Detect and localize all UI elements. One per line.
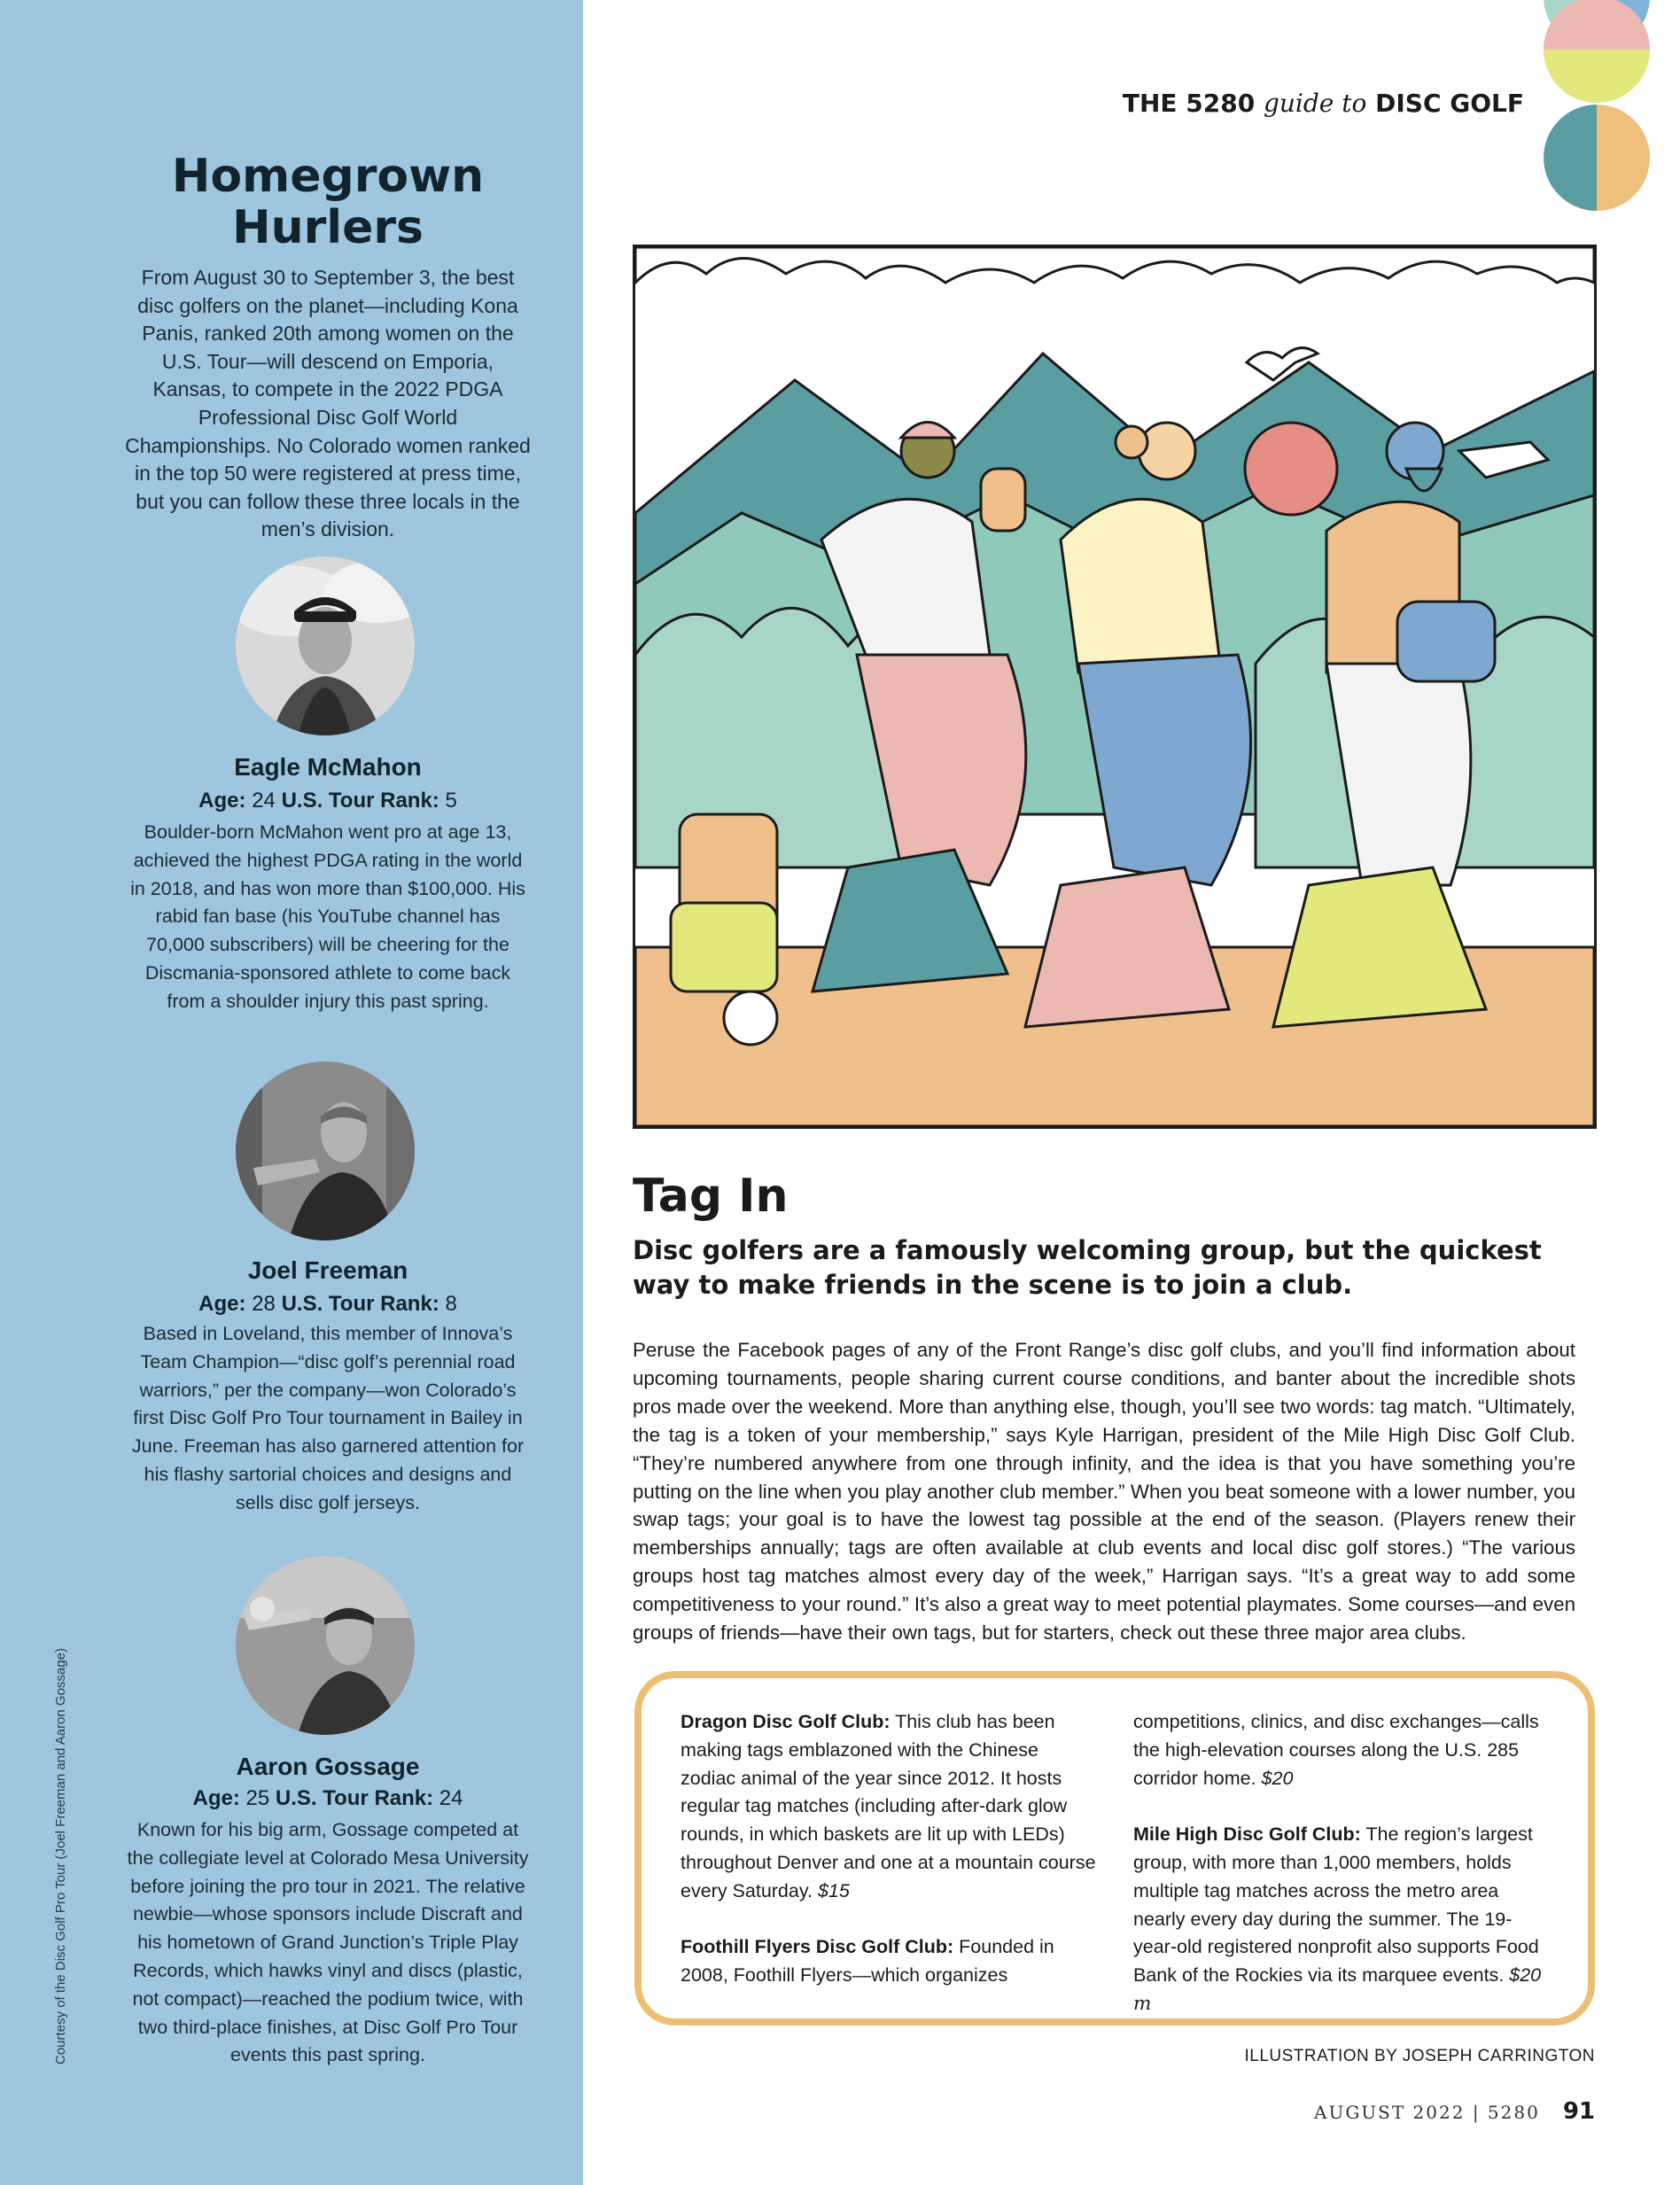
end-mark: m [1133, 1992, 1152, 2015]
hikers-illustration-art [635, 247, 1594, 1126]
club-price: $15 [817, 1879, 850, 1901]
club-entry [681, 1933, 1097, 1990]
kicker-italic: guide to [1263, 89, 1367, 118]
player-photo-eagle-mcmahon [236, 556, 415, 735]
club-entry [681, 1708, 1097, 1906]
age-label: Age: [198, 1292, 246, 1316]
club-name: Mile High Disc Golf Club: [1133, 1823, 1361, 1846]
clubs-column-right [1133, 1708, 1550, 2047]
player-rank: 8 [445, 1292, 457, 1316]
kicker-suffix: DISC GOLF [1366, 89, 1524, 118]
player-bio: Boulder-born McMahon went pro at age 13, achieved the highest PDGA rating in the world in 2018, and has won more than $100,000. His rabid fan base (his YouTube channel has 70,000 subscribers) will be cheering for the Discmania-sponsored athlete to come back from a shoulder injury this past spring. [130, 821, 525, 1012]
folio [1152, 2098, 1595, 2125]
age-label: Age: [192, 1786, 240, 1810]
club-entry-continued [1133, 1708, 1550, 1792]
player-bio: Known for his big arm, Gossage competed at the collegiate level at Colorado Mesa University before joining the pro tour in 2021. The relative newbie—whose sponsors include Discraft and his hometown of Grand Junction’s Triple Play Records, which hawks vinyl and discs (plastic, not compact)—reached the podium twice, with two third-place finishes, at Disc Golf Pro Tour events this past spring. [127, 1819, 529, 2066]
rank-label: U.S. Tour Rank: [275, 1786, 434, 1810]
player-bio: Based in Loveland, this member of Innova’s Team Champion—“disc golf’s perennial road warriors,” per the company—won Colorado’s first Disc Golf Pro Tour tournament in Bailey in June. Freeman has also garnered attention for his flashy sartorial choices and designs and sells disc golf jerseys. [131, 1323, 525, 1513]
player-stats [89, 1292, 567, 1317]
club-price: $20 [1261, 1767, 1294, 1789]
player-age: 25 [245, 1786, 270, 1810]
player-name: Joel Freeman [247, 1256, 408, 1284]
player-rank: 5 [445, 789, 457, 813]
club-text: This club has been making tags emblazoned with the Chinese zodiac animal of the year since 2012. It hosts regular tag matches (including after-dark glow rounds, in which baskets are lit up with LEDs) throughout Denver and one at a mountain course every Saturday. [681, 1711, 1096, 1901]
rank-label: U.S. Tour Rank: [281, 1292, 439, 1316]
player-stats [89, 1786, 567, 1811]
disc-golf-illustration [633, 245, 1597, 1129]
article-title: Tag In [633, 1170, 789, 1223]
club-text: The region’s largest group, with more than 1,000 members, holds multiple tag matches across the metro area nearly every day during the summer. The 19-year-old registered nonprofit also supports Food Bank of the Rockies via its marquee events. [1133, 1823, 1539, 1987]
page-number: 91 [1562, 2098, 1595, 2125]
player-name: Aaron Gossage [236, 1753, 420, 1780]
rank-label: U.S. Tour Rank: [281, 789, 439, 813]
article-deck: Disc golfers are a famously welcoming group, but the quickest way to make friends in the scene is to join a club. [633, 1235, 1542, 1300]
player-age: 24 [252, 789, 276, 813]
player-photo-joel-freeman [236, 1061, 415, 1240]
kicker-prefix: THE 5280 [1122, 89, 1264, 118]
player-name: Eagle McMahon [234, 753, 422, 781]
club-text-part: Founded in 2008, Foothill Flyers—which organizes [681, 1936, 1054, 1987]
photo-credit: Courtesy of the Disc Golf Pro Tour (Joel Freeman and Aaron Gossage) [53, 1648, 68, 2064]
article-body: Peruse the Facebook pages of any of the Front Range’s disc golf clubs, and you’ll find information about upcoming tournaments, people sharing current course conditions, and banter about the incredible shots pros made over the weekend. More than anything else, though, you’ll see two words: tag match. “Ultimately, the tag is a token of your membership,” says Kyle Harrigan, president of the Mile High Disc Golf Club. “They’re numbered anywhere from one through infinity, and the idea is that you have something you’re putting on the line when you play another club member.” When you beat someone with a lower number, you swap tags; your goal is to have the lowest tag possible at the end of the season. (Players renew their memberships annually; tags are often available at club events and local disc golf stores.) “The various groups host tag matches almost every day of the week,” Harrigan says. “It’s a great way to add some competitiveness to your round.” It’s also a great way to meet potential playmates. Some courses—and even groups of friends—have their own tags, but for starters, check out these three major area clubs. [633, 1339, 1575, 1645]
club-name: Foothill Flyers Disc Golf Club: [681, 1936, 954, 1958]
player-rank: 24 [439, 1786, 463, 1810]
sidebar-intro: From August 30 to September 3, the best disc golfers on the planet—including Kona Panis, ranked 20th among women on the U.S. Tour—will descend on Emporia, Kansas, to compete in the 2022 PDGA Professional Disc Golf World Championships. No Colorado women ranked in the top 50 were registered at press time, but you can follow these three locals in the men’s division. [125, 266, 531, 541]
illustration-credit: ILLUSTRATION BY JOSEPH CARRINGTON [1244, 2047, 1595, 2065]
sidebar-title: Homegrown Hurlers [171, 150, 485, 254]
issue-date: AUGUST 2022 | 5280 [1314, 2102, 1540, 2123]
player-photo-aaron-gossage [236, 1556, 415, 1735]
sidebar-panel [0, 0, 583, 2185]
section-kicker [1001, 89, 1524, 118]
club-price: $20 [1509, 1964, 1542, 1987]
player-age: 28 [252, 1292, 276, 1316]
clubs-column-left [681, 1708, 1097, 1990]
player-stats [89, 789, 567, 813]
age-label: Age: [198, 789, 246, 813]
club-name: Dragon Disc Golf Club: [681, 1711, 891, 1732]
club-text-part: competitions, clinics, and disc exchanges—calls the high-elevation courses along the U.S. 285 corridor home. [1133, 1711, 1539, 1789]
decorative-dots [1540, 0, 1653, 266]
club-entry [1133, 1821, 1550, 2018]
